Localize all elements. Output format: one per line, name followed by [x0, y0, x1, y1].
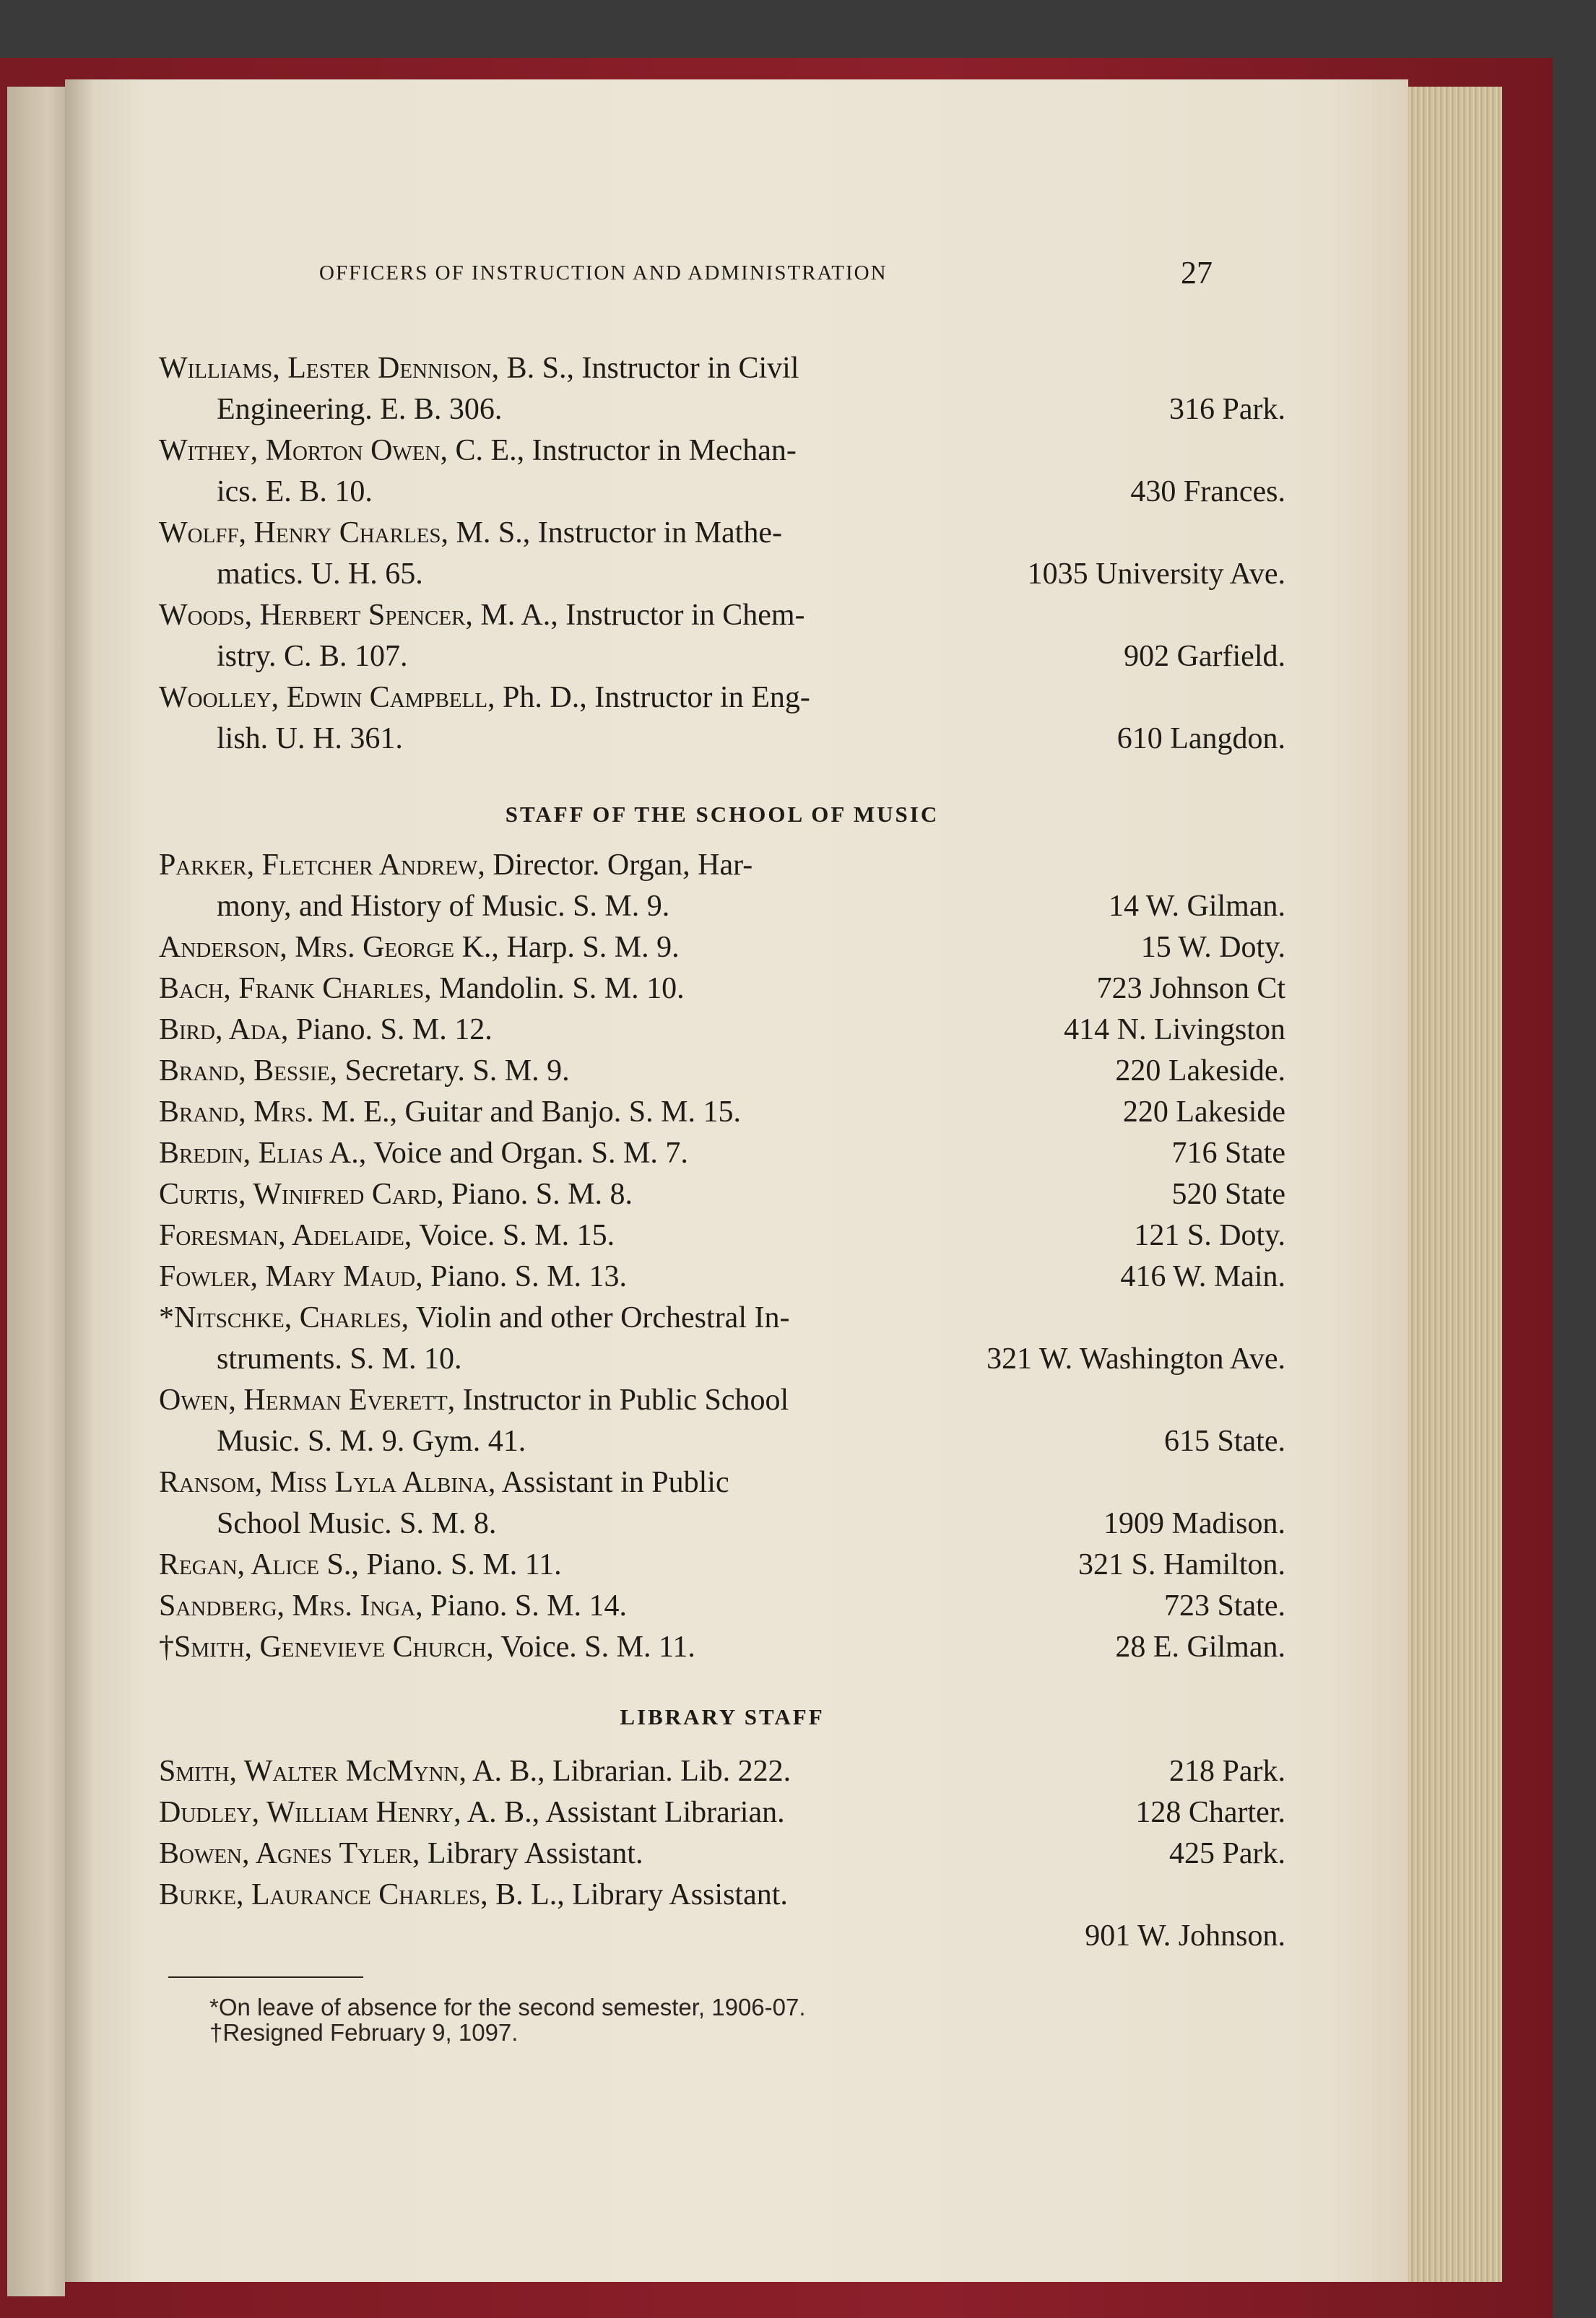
gutter-shadow [65, 79, 94, 2282]
entry-address: 723 Johnson Ct [1096, 972, 1285, 1005]
entry-continuation-line [159, 1916, 1285, 1957]
entry-continuation: Music. S. M. 9. Gym. 41. [217, 1425, 526, 1458]
person-name: Williams, Lester Dennison, [159, 352, 500, 385]
entry-continuation: lish. U. H. 361. [217, 722, 403, 755]
entry-continuation-line [159, 1421, 1285, 1462]
entry-address: 414 N. Livingston [1064, 1013, 1285, 1046]
entry-address: 14 W. Gilman. [1108, 890, 1285, 923]
entry-line [159, 845, 1285, 886]
entry-description: Assistant in Public [495, 1466, 729, 1499]
entry-line [159, 1875, 1285, 1916]
entry-continuation: School Music. S. M. 8. [217, 1507, 497, 1540]
entry-continuation-line [159, 472, 1285, 513]
person-name: Ransom, Miss Lyla Albina, [159, 1466, 496, 1499]
person-name: Bowen, Agnes Tyler, [159, 1837, 420, 1870]
running-head: OFFICERS OF INSTRUCTION AND ADMINISTRATION [319, 261, 888, 285]
footnotes [209, 1994, 806, 2045]
entry-description: B. S., Instructor in Civil [499, 352, 799, 385]
entry-description: Voice. S. M. 15. [412, 1219, 615, 1252]
entry-line [159, 348, 1285, 389]
entry-description: Harp. S. M. 9. [498, 931, 680, 964]
entry-line [159, 1051, 1285, 1092]
entry-address: 128 Charter. [1135, 1796, 1285, 1829]
instructor-list [159, 348, 1285, 760]
entry-description: Violin and other Orchestral In- [409, 1301, 790, 1334]
entry-description: Piano. S. M. 11. [358, 1548, 562, 1581]
entry-line [159, 1751, 1285, 1792]
entry-text [159, 1051, 570, 1092]
person-name: Anderson, Mrs. George K., [159, 931, 499, 964]
person-name: Parker, Fletcher Andrew, [159, 848, 485, 882]
entry-text [159, 1380, 789, 1421]
entry-line [159, 1792, 1285, 1833]
entry-text [159, 1133, 688, 1174]
entry-continuation: mony, and History of Music. S. M. 9. [217, 890, 670, 923]
person-name: *Nitschke, Charles, [159, 1301, 409, 1334]
entry-text [159, 1462, 729, 1503]
entry-continuation: ics. E. B. 10. [217, 475, 373, 508]
entry-description: C. E., Instructor in Mechan- [447, 434, 797, 467]
entry-line [159, 595, 1285, 636]
library-staff-list [159, 1751, 1285, 1957]
person-name: †Smith, Genevieve Church, [159, 1631, 494, 1664]
person-name: Bach, Frank Charles, [159, 972, 432, 1005]
entry-text [159, 1298, 789, 1339]
entry-description: B. L., Library Assistant. [487, 1878, 788, 1911]
entry-address: 220 Lakeside. [1115, 1054, 1285, 1088]
library-section-heading: LIBRARY STAFF [620, 1704, 825, 1729]
entry-line [159, 1380, 1285, 1421]
person-name: Curtis, Winifred Card, [159, 1178, 444, 1211]
entry-line [159, 1010, 1285, 1051]
entry-line [159, 927, 1285, 968]
entry-address: 902 Garfield. [1124, 640, 1285, 673]
entry-address: 316 Park. [1169, 393, 1285, 426]
entry-address: 416 W. Main. [1120, 1260, 1285, 1293]
entry-line [159, 513, 1285, 554]
entry-line [159, 1215, 1285, 1256]
person-name: Wolff, Henry Charles, [159, 516, 449, 550]
footnote-rule [168, 1976, 363, 1978]
entry-description: Mandolin. S. M. 10. [431, 972, 685, 1005]
entry-line [159, 968, 1285, 1010]
entry-description: Director. Organ, Har- [485, 848, 753, 882]
entry-line [159, 1586, 1285, 1627]
entry-continuation-line [159, 886, 1285, 927]
entry-line [159, 1092, 1285, 1133]
person-name: Fowler, Mary Maud, [159, 1260, 423, 1293]
entry-description: Instructor in Public School [455, 1384, 789, 1417]
footnote-leave: *On leave of absence for the second semester, 1906-07. [209, 1994, 806, 2020]
entry-description: Library Assistant. [420, 1837, 643, 1870]
entry-continuation-line [159, 1503, 1285, 1545]
entry-address: 321 W. Washington Ave. [986, 1342, 1285, 1376]
entry-address: 716 State [1171, 1137, 1285, 1170]
entry-address: 321 S. Hamilton. [1077, 1548, 1285, 1581]
entry-description: M. S., Instructor in Mathe- [448, 516, 782, 550]
person-name: Woolley, Edwin Campbell, [159, 681, 495, 714]
entry-text [159, 1174, 633, 1215]
entry-text [159, 677, 810, 719]
entry-text [159, 1627, 695, 1668]
entry-line [159, 1462, 1285, 1503]
entry-description: Voice. S. M. 11. [493, 1631, 695, 1664]
entry-description: A. B., Librarian. Lib. 222. [466, 1755, 792, 1788]
entry-continuation-line [159, 719, 1285, 760]
person-name: Burke, Laurance Charles, [159, 1878, 488, 1911]
entry-text [159, 968, 685, 1010]
entry-continuation-line [159, 636, 1285, 677]
entry-address: 28 E. Gilman. [1115, 1631, 1285, 1664]
entry-description: Piano. S. M. 12. [288, 1013, 493, 1046]
entry-continuation: matics. U. H. 65. [217, 557, 423, 591]
previous-page-margin-text [7, 87, 65, 2296]
entry-address: 610 Langdon. [1116, 722, 1285, 755]
entry-address: 220 Lakeside [1122, 1095, 1285, 1129]
entry-text [159, 513, 782, 554]
entry-description: Voice and Organ. S. M. 7. [366, 1137, 688, 1170]
entry-line [159, 677, 1285, 719]
person-name: Woods, Herbert Spencer, [159, 599, 473, 632]
entry-text [159, 1545, 562, 1586]
entry-text [159, 1092, 741, 1133]
previous-page-edge [7, 87, 65, 2296]
entry-text [159, 348, 799, 389]
entry-description: Ph. D., Instructor in Eng- [495, 681, 810, 714]
person-name: Brand, Bessie, [159, 1054, 338, 1088]
page-number: 27 [1181, 255, 1213, 290]
entry-description: Piano. S. M. 14. [422, 1589, 628, 1623]
person-name: Withey, Morton Owen, [159, 434, 448, 467]
person-name: Dudley, William Henry, [159, 1796, 461, 1829]
book-page [65, 79, 1408, 2282]
entry-address: 15 W. Doty. [1140, 931, 1285, 964]
entry-text [159, 1215, 615, 1256]
entry-continuation-line [159, 1339, 1285, 1380]
entry-description: A. B., Assistant Librarian. [461, 1796, 785, 1829]
entry-text [159, 1833, 643, 1875]
entry-text [159, 1875, 788, 1916]
person-name: Brand, Mrs. M. E., [159, 1095, 398, 1129]
person-name: Smith, Walter McMynn, [159, 1755, 467, 1788]
entry-address: 121 S. Doty. [1134, 1219, 1285, 1252]
entry-text [159, 1751, 791, 1792]
entry-address: 1909 Madison. [1103, 1507, 1285, 1540]
entry-line [159, 1627, 1285, 1668]
entry-line [159, 1545, 1285, 1586]
entry-continuation-line [159, 554, 1285, 595]
entry-address: 218 Park. [1169, 1755, 1285, 1788]
entry-description: Piano. S. M. 13. [422, 1260, 627, 1293]
entry-address: 723 State. [1164, 1589, 1285, 1623]
entry-line [159, 1256, 1285, 1298]
entry-description: M. A., Instructor in Chem- [472, 599, 805, 632]
entry-continuation-line [159, 389, 1285, 430]
entry-description: Secretary. S. M. 9. [337, 1054, 570, 1088]
person-name: Foresman, Adelaide, [159, 1219, 412, 1252]
entry-text [159, 1010, 493, 1051]
page-fore-edge [1408, 87, 1502, 2282]
entry-address: 425 Park. [1169, 1837, 1285, 1870]
entry-line [159, 1298, 1285, 1339]
footnote-resigned: †Resigned February 9, 1097. [209, 2019, 519, 2046]
entry-text [159, 927, 680, 968]
entry-address: 430 Frances. [1130, 475, 1285, 508]
entry-address: 901 W. Johnson. [1085, 1919, 1285, 1953]
entry-address: 520 State [1171, 1178, 1285, 1211]
entry-text [159, 595, 805, 636]
entry-address: 615 State. [1164, 1425, 1285, 1458]
entry-continuation: Engineering. E. B. 306. [217, 393, 503, 426]
entry-text [159, 1792, 785, 1833]
entry-text [159, 1586, 627, 1627]
entry-line [159, 430, 1285, 472]
person-name: Sandberg, Mrs. Inga, [159, 1589, 423, 1623]
entry-text [159, 430, 797, 472]
music-section-heading: STAFF OF THE SCHOOL OF MUSIC [505, 802, 940, 827]
entry-text [159, 845, 753, 886]
entry-continuation: struments. S. M. 10. [217, 1342, 462, 1376]
entry-description: Guitar and Banjo. S. M. 15. [397, 1095, 741, 1129]
entry-line [159, 1133, 1285, 1174]
person-name: Bird, Ada, [159, 1013, 289, 1046]
entry-continuation: istry. C. B. 107. [217, 640, 408, 673]
entry-description: Piano. S. M. 8. [443, 1178, 633, 1211]
person-name: Bredin, Elias A., [159, 1137, 367, 1170]
entry-text [159, 1256, 627, 1298]
person-name: Regan, Alice S., [159, 1548, 359, 1581]
person-name: Owen, Herman Everett, [159, 1384, 456, 1417]
entry-line [159, 1833, 1285, 1875]
entry-line [159, 1174, 1285, 1215]
entry-address: 1035 University Ave. [1027, 557, 1285, 591]
music-staff-list [159, 845, 1285, 1668]
